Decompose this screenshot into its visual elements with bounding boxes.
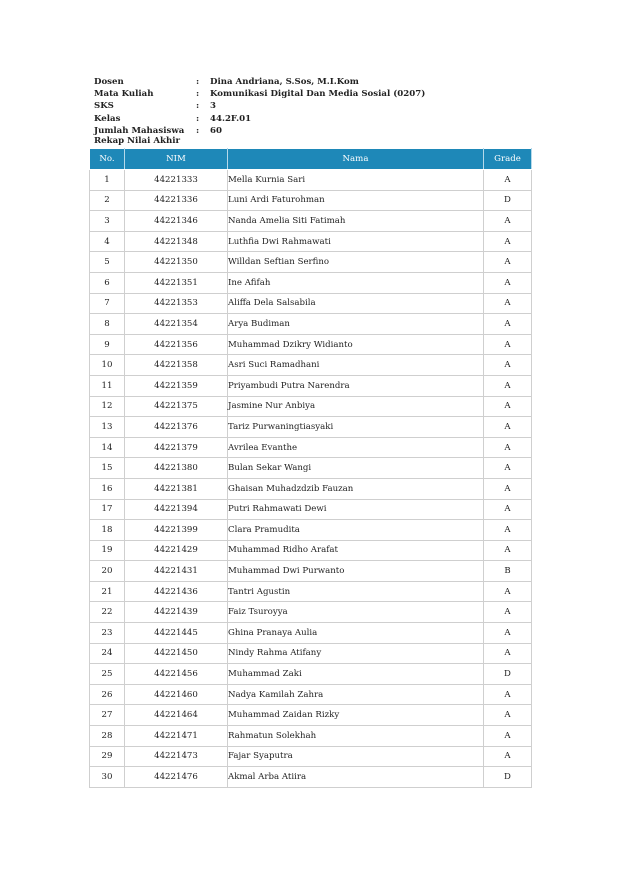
table-row xyxy=(90,272,532,293)
course-info-row xyxy=(94,76,425,88)
table-row xyxy=(90,664,532,685)
cell-no: 18 xyxy=(90,520,125,541)
cell-no: 20 xyxy=(90,561,125,582)
cell-nim: 44221333 xyxy=(125,170,228,191)
cell-name: Clara Pramudita xyxy=(228,520,484,541)
cell-nim: 44221471 xyxy=(125,726,228,747)
cell-nim: 44221376 xyxy=(125,417,228,438)
cell-no: 5 xyxy=(90,252,125,273)
cell-nim: 44221445 xyxy=(125,623,228,644)
grades-table xyxy=(89,148,532,788)
cell-grade: D xyxy=(484,664,532,685)
cell-nim: 44221464 xyxy=(125,705,228,726)
cell-grade: A xyxy=(484,499,532,520)
cell-nim: 44221473 xyxy=(125,746,228,767)
cell-name: Muhammad Zaki xyxy=(228,664,484,685)
table-row xyxy=(90,396,532,417)
info-colon: : xyxy=(196,113,200,124)
cell-name: Tantri Agustin xyxy=(228,581,484,602)
table-row xyxy=(90,170,532,191)
cell-grade: A xyxy=(484,314,532,335)
table-row xyxy=(90,334,532,355)
table-row xyxy=(90,767,532,788)
cell-no: 25 xyxy=(90,664,125,685)
info-value: 3 xyxy=(210,101,216,112)
cell-nim: 44221439 xyxy=(125,602,228,623)
cell-name: Mella Kurnia Sari xyxy=(228,170,484,191)
cell-name: Priyambudi Putra Narendra xyxy=(228,375,484,396)
cell-nim: 44221431 xyxy=(125,561,228,582)
cell-grade: A xyxy=(484,746,532,767)
info-label: Mata Kuliah xyxy=(94,89,154,100)
cell-nim: 44221394 xyxy=(125,499,228,520)
cell-grade: A xyxy=(484,726,532,747)
cell-name: Ine Afifah xyxy=(228,272,484,293)
cell-grade: A xyxy=(484,417,532,438)
course-info-row xyxy=(94,88,425,100)
cell-no: 13 xyxy=(90,417,125,438)
cell-name: Muhammad Dwi Purwanto xyxy=(228,561,484,582)
cell-name: Akmal Arba Atiira xyxy=(228,767,484,788)
info-value: 60 xyxy=(210,125,222,136)
info-colon: : xyxy=(196,101,200,112)
cell-name: Jasmine Nur Anbiya xyxy=(228,396,484,417)
cell-no: 8 xyxy=(90,314,125,335)
cell-name: Aliffa Dela Salsabila xyxy=(228,293,484,314)
cell-no: 9 xyxy=(90,334,125,355)
cell-name: Muhammad Zaidan Rizky xyxy=(228,705,484,726)
cell-nim: 44221353 xyxy=(125,293,228,314)
info-value: Dina Andriana, S.Sos, M.I.Kom xyxy=(210,77,359,87)
cell-name: Muhammad Dzikry Widianto xyxy=(228,334,484,355)
cell-nim: 44221356 xyxy=(125,334,228,355)
cell-no: 26 xyxy=(90,684,125,705)
cell-name: Fajar Syaputra xyxy=(228,746,484,767)
info-value: 44.2F.01 xyxy=(210,113,252,124)
cell-grade: A xyxy=(484,355,532,376)
cell-no: 3 xyxy=(90,211,125,232)
info-value: Komunikasi Digital Dan Media Sosial (0207) xyxy=(210,89,426,100)
cell-nim: 44221336 xyxy=(125,190,228,211)
cell-name: Luni Ardi Faturohman xyxy=(228,190,484,211)
cell-no: 1 xyxy=(90,170,125,191)
cell-name: Luthfia Dwi Rahmawati xyxy=(228,231,484,252)
cell-no: 28 xyxy=(90,726,125,747)
cell-nim: 44221380 xyxy=(125,458,228,479)
cell-grade: D xyxy=(484,190,532,211)
cell-no: 15 xyxy=(90,458,125,479)
cell-grade: A xyxy=(484,684,532,705)
cell-name: Tariz Purwaningtiasyaki xyxy=(228,417,484,438)
recap-title: Rekap Nilai Akhir xyxy=(94,136,181,146)
cell-name: Nadya Kamilah Zahra xyxy=(228,684,484,705)
cell-grade: A xyxy=(484,231,532,252)
cell-name: Nanda Amelia Siti Fatimah xyxy=(228,211,484,232)
info-label: Kelas xyxy=(94,113,121,124)
cell-no: 10 xyxy=(90,355,125,376)
table-row xyxy=(90,355,532,376)
cell-no: 23 xyxy=(90,623,125,644)
cell-no: 22 xyxy=(90,602,125,623)
table-header-row xyxy=(90,149,532,170)
cell-name: Asri Suci Ramadhani xyxy=(228,355,484,376)
cell-nim: 44221460 xyxy=(125,684,228,705)
table-row xyxy=(90,520,532,541)
cell-name: Nindy Rahma Atifany xyxy=(228,643,484,664)
cell-no: 6 xyxy=(90,272,125,293)
cell-no: 16 xyxy=(90,478,125,499)
table-row xyxy=(90,726,532,747)
table-row xyxy=(90,581,532,602)
cell-grade: A xyxy=(484,520,532,541)
cell-no: 12 xyxy=(90,396,125,417)
cell-nim: 44221450 xyxy=(125,643,228,664)
cell-grade: A xyxy=(484,252,532,273)
cell-no: 29 xyxy=(90,746,125,767)
info-colon: : xyxy=(196,125,200,136)
cell-grade: A xyxy=(484,602,532,623)
cell-nim: 44221346 xyxy=(125,211,228,232)
cell-no: 27 xyxy=(90,705,125,726)
cell-no: 17 xyxy=(90,499,125,520)
cell-grade: A xyxy=(484,643,532,664)
cell-nim: 44221379 xyxy=(125,437,228,458)
table-row xyxy=(90,499,532,520)
cell-grade: A xyxy=(484,293,532,314)
table-row xyxy=(90,375,532,396)
cell-grade: A xyxy=(484,211,532,232)
cell-name: Bulan Sekar Wangi xyxy=(228,458,484,479)
cell-name: Putri Rahmawati Dewi xyxy=(228,499,484,520)
course-info-row xyxy=(94,100,425,112)
info-label: Jumlah Mahasiswa xyxy=(94,125,185,136)
cell-name: Avrilea Evanthe xyxy=(228,437,484,458)
cell-grade: A xyxy=(484,540,532,561)
cell-grade: A xyxy=(484,272,532,293)
table-row xyxy=(90,211,532,232)
cell-name: Ghina Pranaya Aulia xyxy=(228,623,484,644)
table-row xyxy=(90,602,532,623)
cell-nim: 44221358 xyxy=(125,355,228,376)
cell-no: 30 xyxy=(90,767,125,788)
cell-grade: A xyxy=(484,375,532,396)
cell-no: 24 xyxy=(90,643,125,664)
cell-grade: A xyxy=(484,334,532,355)
cell-name: Rahmatun Solekhah xyxy=(228,726,484,747)
cell-no: 7 xyxy=(90,293,125,314)
cell-grade: A xyxy=(484,581,532,602)
cell-no: 21 xyxy=(90,581,125,602)
cell-name: Ghaisan Muhadzdzib Fauzan xyxy=(228,478,484,499)
cell-nim: 44221351 xyxy=(125,272,228,293)
cell-name: Muhammad Ridho Arafat xyxy=(228,540,484,561)
table-row xyxy=(90,705,532,726)
cell-no: 14 xyxy=(90,437,125,458)
course-info xyxy=(94,76,425,137)
course-info-row xyxy=(94,113,425,125)
cell-nim: 44221456 xyxy=(125,664,228,685)
cell-nim: 44221350 xyxy=(125,252,228,273)
cell-nim: 44221436 xyxy=(125,581,228,602)
cell-grade: A xyxy=(484,705,532,726)
cell-no: 4 xyxy=(90,231,125,252)
cell-grade: A xyxy=(484,437,532,458)
cell-nim: 44221354 xyxy=(125,314,228,335)
cell-no: 19 xyxy=(90,540,125,561)
table-row xyxy=(90,458,532,479)
cell-grade: A xyxy=(484,170,532,191)
table-row xyxy=(90,561,532,582)
cell-name: Faiz Tsuroyya xyxy=(228,602,484,623)
table-row xyxy=(90,252,532,273)
cell-nim: 44221476 xyxy=(125,767,228,788)
info-colon: : xyxy=(196,77,200,87)
table-row xyxy=(90,190,532,211)
cell-name: Arya Budiman xyxy=(228,314,484,335)
cell-grade: B xyxy=(484,561,532,582)
cell-grade: A xyxy=(484,623,532,644)
cell-name: Willdan Seftian Serfino xyxy=(228,252,484,273)
table-row xyxy=(90,231,532,252)
info-colon: : xyxy=(196,89,200,100)
table-row xyxy=(90,746,532,767)
table-row xyxy=(90,540,532,561)
cell-nim: 44221399 xyxy=(125,520,228,541)
column-header-no: No. xyxy=(90,149,125,170)
cell-nim: 44221375 xyxy=(125,396,228,417)
column-header-nim: NIM xyxy=(125,149,228,170)
column-header-grade: Grade xyxy=(484,149,532,170)
column-header-nama: Nama xyxy=(228,149,484,170)
table-row xyxy=(90,684,532,705)
table-row xyxy=(90,417,532,438)
cell-no: 11 xyxy=(90,375,125,396)
table-row xyxy=(90,293,532,314)
info-label: Dosen xyxy=(94,77,124,87)
cell-nim: 44221381 xyxy=(125,478,228,499)
info-label: SKS xyxy=(94,101,114,112)
cell-nim: 44221348 xyxy=(125,231,228,252)
table-row xyxy=(90,643,532,664)
table-row xyxy=(90,314,532,335)
table-row xyxy=(90,478,532,499)
cell-grade: D xyxy=(484,767,532,788)
cell-grade: A xyxy=(484,478,532,499)
cell-nim: 44221429 xyxy=(125,540,228,561)
cell-grade: A xyxy=(484,458,532,479)
table-row xyxy=(90,623,532,644)
cell-nim: 44221359 xyxy=(125,375,228,396)
cell-grade: A xyxy=(484,396,532,417)
table-row xyxy=(90,437,532,458)
cell-no: 2 xyxy=(90,190,125,211)
